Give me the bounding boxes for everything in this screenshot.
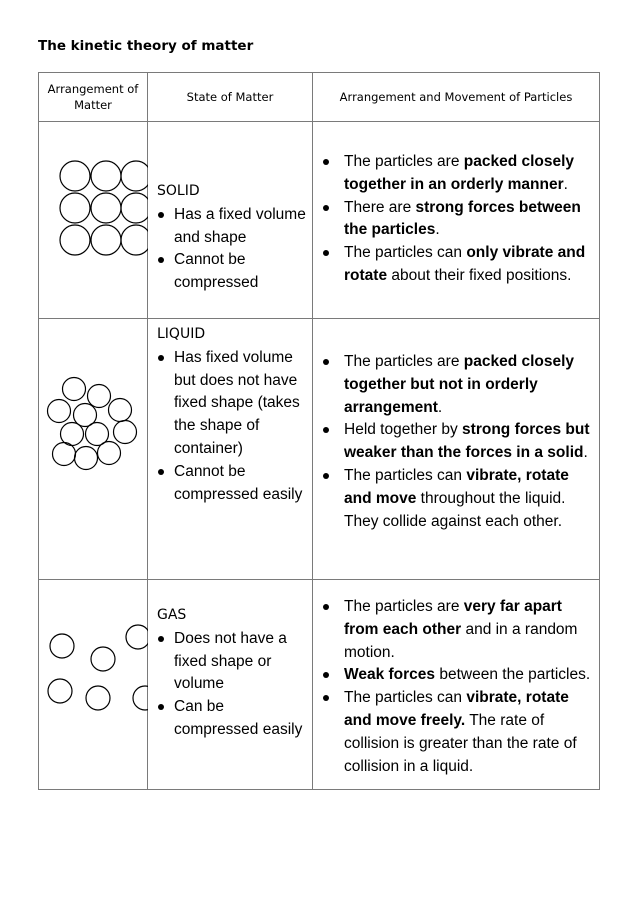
- gas-particle-diagram: [39, 580, 148, 790]
- particle: [86, 686, 110, 710]
- particle: [63, 378, 86, 401]
- particle: [126, 625, 148, 649]
- solid-property: Has a fixed volume and shape: [157, 204, 306, 250]
- liquid-property: Cannot be compressed easily: [157, 461, 306, 507]
- liquid-property: Has fixed volume but does not have fixed shape (takes the shape of container): [157, 347, 306, 461]
- solid-particles-svg: [39, 122, 148, 318]
- gas-property: Can be compressed easily: [157, 696, 306, 742]
- particle: [114, 421, 137, 444]
- page-title: The kinetic theory of matter: [38, 38, 254, 54]
- particle: [109, 399, 132, 422]
- particle: [88, 385, 111, 408]
- particle: [121, 225, 148, 255]
- particle: [91, 647, 115, 671]
- liquid-description-item: The particles can vibrate, rotate and move throughout the liquid. They collide against each other.: [320, 465, 594, 533]
- table-row-liquid: [39, 319, 600, 580]
- liquid-particles-svg: [39, 319, 148, 579]
- table-header-row: [39, 73, 600, 122]
- gas-description-item: Weak forces between the particles.: [320, 664, 594, 687]
- gas-state-cell: [148, 580, 313, 790]
- particle: [48, 400, 71, 423]
- liquid-state-cell: [148, 319, 313, 580]
- particle: [60, 225, 90, 255]
- solid-state-cell: [148, 122, 313, 319]
- kinetic-theory-table: [38, 72, 600, 790]
- liquid-description-item: Held together by strong forces but weaker than the forces in a solid.: [320, 419, 594, 465]
- gas-description-cell: [313, 580, 600, 790]
- particle: [91, 225, 121, 255]
- particle: [50, 634, 74, 658]
- state-name-gas: GAS: [157, 607, 187, 623]
- particle: [133, 686, 148, 710]
- particle: [53, 443, 76, 466]
- particle: [60, 193, 90, 223]
- particle: [75, 447, 98, 470]
- header-state: State of Matter: [148, 73, 313, 122]
- solid-description-cell: [313, 122, 600, 319]
- header-arrangement: Arrangement of Matter: [39, 73, 148, 122]
- solid-particle-diagram: [39, 122, 148, 319]
- solid-description-item: There are strong forces between the particles.: [320, 197, 594, 243]
- liquid-description-item: The particles are packed closely together but not in orderly arrangement.: [320, 351, 594, 419]
- particle: [121, 193, 148, 223]
- liquid-description-cell: [313, 319, 600, 580]
- state-name-liquid: LIQUID: [157, 326, 206, 342]
- particle: [121, 161, 148, 191]
- solid-description-item: The particles are packed closely together in an orderly manner.: [320, 151, 594, 197]
- header-movement: Arrangement and Movement of Particles: [313, 73, 600, 122]
- particle: [91, 161, 121, 191]
- liquid-particle-diagram: [39, 319, 148, 580]
- particle: [48, 679, 72, 703]
- particle: [60, 161, 90, 191]
- solid-description-item: The particles can only vibrate and rotate about their fixed positions.: [320, 242, 594, 288]
- table-row-gas: [39, 580, 600, 790]
- gas-description-item: The particles are very far apart from each other and in a random motion.: [320, 596, 594, 664]
- gas-property: Does not have a fixed shape or volume: [157, 628, 306, 696]
- table-row-solid: [39, 122, 600, 319]
- particle: [98, 442, 121, 465]
- particle: [91, 193, 121, 223]
- solid-property: Cannot be compressed: [157, 249, 306, 295]
- state-name-solid: SOLID: [157, 183, 200, 199]
- gas-description-item: The particles can vibrate, rotate and move freely. The rate of collision is greater than the rate of collision in a liquid.: [320, 687, 594, 778]
- gas-particles-svg: [39, 580, 148, 789]
